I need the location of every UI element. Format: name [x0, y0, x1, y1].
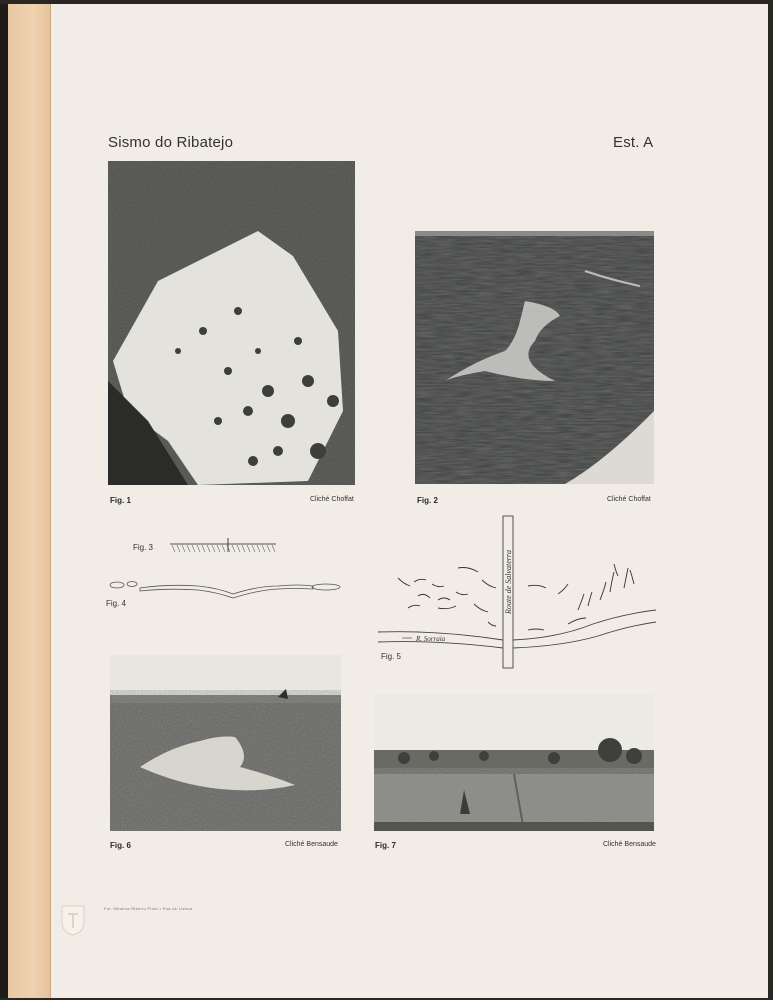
fig2-photo: [415, 231, 654, 484]
fig7-credit: Cliché Bensaude: [603, 841, 656, 848]
book-edge: [0, 4, 8, 998]
fig5-map: [378, 514, 658, 670]
fig1-image: [108, 161, 355, 485]
fig5-road-label: Route de Salvaterra: [504, 550, 513, 614]
fig2-label: Fig. 2: [417, 496, 438, 505]
fig6-label: Fig. 6: [110, 841, 131, 850]
fig6-image: [110, 655, 341, 831]
page-spine-margin: [8, 4, 51, 998]
fig2-credit: Cliché Choffat: [607, 496, 651, 503]
page-title: Sismo do Ribatejo: [108, 134, 234, 151]
fig2-image: [415, 231, 654, 484]
fig5-river-label: R. Sorraia: [416, 635, 446, 643]
library-stamp: [60, 904, 86, 936]
fig7-image: [374, 694, 654, 831]
fig1-credit: Cliché Choffat: [310, 496, 354, 503]
fig3-drawing: [170, 538, 280, 558]
fig1-photo: [108, 161, 355, 485]
fig7-label: Fig. 7: [375, 841, 396, 850]
fig3-label: Fig. 3: [133, 543, 154, 552]
fig5-label: Fig. 5: [381, 652, 402, 661]
fig4-drawing: [108, 578, 342, 600]
fig1-label: Fig. 1: [110, 496, 131, 505]
fig6-credit: Cliché Bensaude: [285, 841, 338, 848]
printer-line: Fot. Minerva Ribeiro Pinto • Rua de Lisboa: [104, 906, 193, 911]
fig7-photo: [374, 694, 654, 831]
plate-number: Est. A: [613, 134, 654, 151]
fig6-photo: [110, 655, 341, 831]
fig4-label: Fig. 4: [106, 599, 127, 608]
